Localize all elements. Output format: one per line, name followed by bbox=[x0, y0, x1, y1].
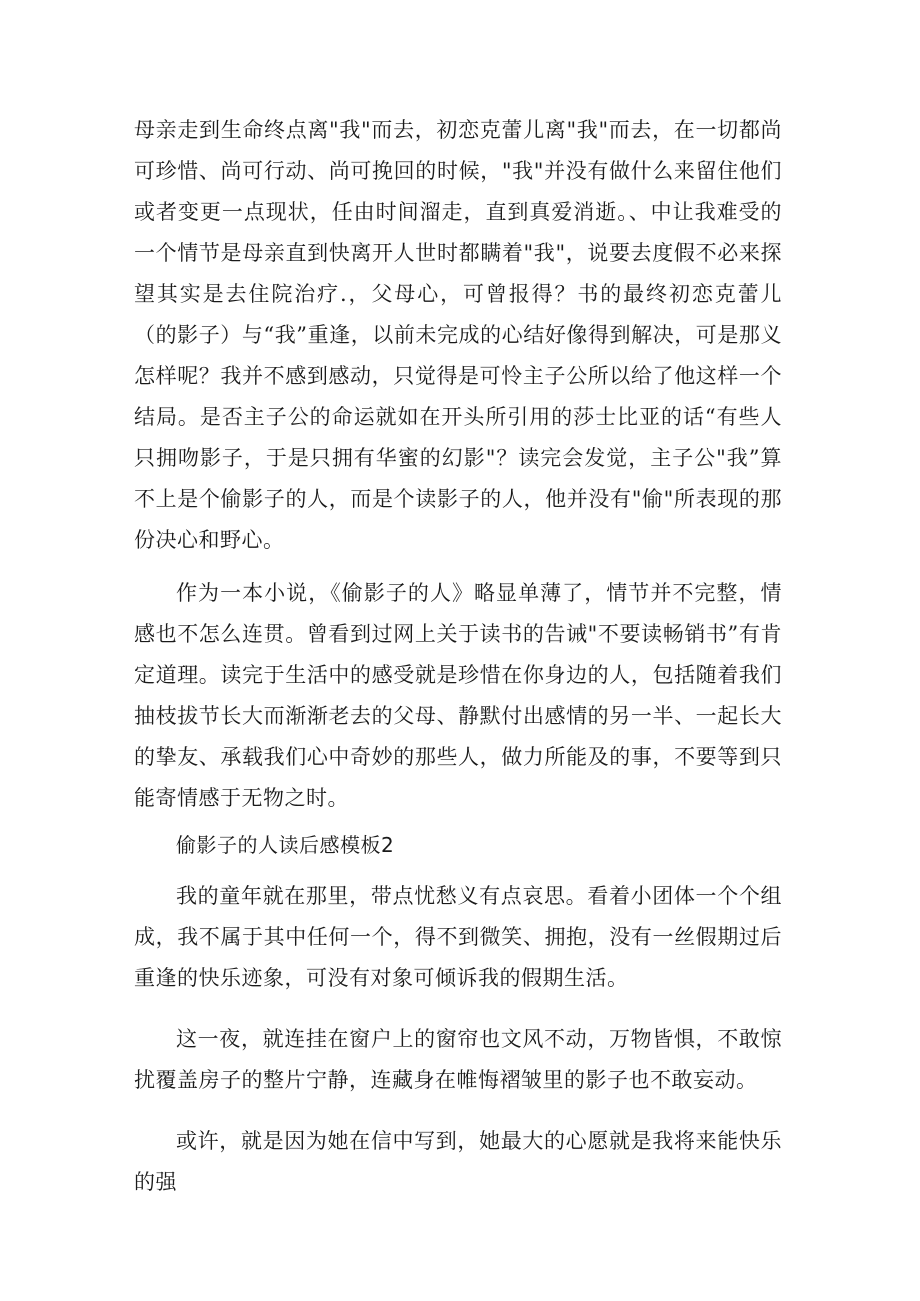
paragraph-4: 这一夜，就连挂在窗户上的窗帘也文风不动，万物皆惧，不敢惊扰覆盖房子的整片宁静，连藏身在帷悔褶皱里的影子也不敢妄动。 bbox=[134, 1027, 782, 1092]
section-heading: 偷影子的人读后感模板2 bbox=[176, 833, 395, 857]
paragraph-3: 我的童年就在那里，带点忧愁义有点哀思。看着小团体一个个组成，我不属于其中任何一个，得不到微笑、拥抱，没有一丝假期过后重逢的快乐迹象，可没有对象可倾诉我的假期生活。 bbox=[134, 884, 782, 990]
paragraph-2: 作为一本小说，《偷影子的人》略显单薄了，情节并不完整，情感也不怎么连贯。曾看到过网上关于读书的告诫"不要读畅销书”有肯定道理。读完于生活中的感受就是珍惜在你身边的人，包括随着我们抽枝拔节长大而渐渐老去的父母、静默付出感情的另一半、一起长大的挚友、承载我们心中奇妙的那些人，做力所能及的事，不要等到只能寄情感于无物之时。 bbox=[134, 581, 782, 810]
paragraph-1: 母亲走到生命终点离"我"而去，初恋克蕾儿离"我"而去，在一切都尚可珍惜、尚可行动、尚可挽回的时候，"我"并没有做什么来留住他们或者变更一点现状，任由时间溜走，直到真爱消逝。、中让我难受的一个情节是母亲直到快离开人世时都瞒着"我"，说要去度假不必来探望其实是去住院治疗.，父母心，可曾报得？书的最终初恋克蕾儿（的影子）与“我”重逢，以前未完成的心结好像得到解决，可是那义怎样呢？我并不感到感动，只觉得是可怜主子公所以给了他这样一个结局。是否主子公的命运就如在开头所引用的莎士比亚的话“有些人只拥吻影子，于是只拥有华蜜的幻影"？读完会发觉，主子公"我”算不上是个偷影子的人，而是个读影子的人，他并没有"偷"所表现的那份决心和野心。 bbox=[134, 118, 782, 552]
paragraph-5: 或许，就是因为她在信中写到，她最大的心愿就是我将来能快乐的强 bbox=[134, 1129, 782, 1194]
document-body bbox=[134, 110, 782, 1203]
